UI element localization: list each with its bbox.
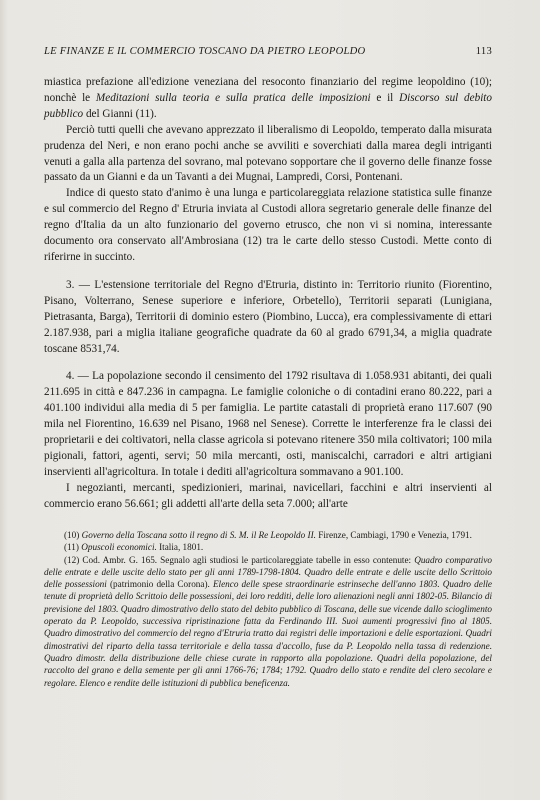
main-text <box>44 75 492 513</box>
paragraph: Perciò tutti quelli che avevano apprezzato il liberalismo di Leopoldo, temperato dalla misurata prudenza del Neri, e non erano pochi anche se avviliti e soverchiati dalla marea degli intriganti venuti a galla alla partenza del sovrano, mal potevano sopportare che il governo delle finanze fosse passato da un Gianni e da un Tavanti a dei Mugnai, Lampredi, Corsi, Pontenani. <box>44 123 492 184</box>
running-title: LE FINANZE E IL COMMERCIO TOSCANO DA PIETRO LEOPOLDO <box>44 46 366 57</box>
italic-title: Discorso sul debito pubblico <box>44 91 493 120</box>
paragraph: Indice di questo stato d'animo è una lunga e particolareggiata relazione statistica sulle finanze e sul commercio del Regno d' Etruria inviata al Custodi allora segretario generale delle finanze del regno d'Italia da un alto funzionario del governo etrusco, che non vi si nomina, interessante documento ora conservato all'Ambrosiana (12) tra le carte dello stesso Custodi. Mette conto di riferirne in succinto. <box>44 187 492 263</box>
running-header <box>44 46 492 57</box>
footnote-10: (10) Governo della Toscana sotto il regno di S. M. il Re Leopoldo II. Firenze, Cambiagi, 1790 e Venezia, 1791. <box>64 530 472 540</box>
paragraph: miastica prefazione all'edizione veneziana del resoconto finanziario del regime leopoldino (10); nonchè le Meditazioni sulla teoria e sulla pratica delle imposizioni e il Discorso sul debito pubblico del Gianni (11). <box>44 76 493 120</box>
footnote-11: (11) Opuscoli economici. Italia, 1801. <box>64 542 204 553</box>
footnotes <box>44 529 492 689</box>
page-number: 113 <box>475 46 492 57</box>
section-4-paragraph: 4. — La popolazione secondo il censimento del 1792 risultava di 1.058.931 abitanti, dei quali 211.695 in città e 847.236 in campagna. Le famiglie coloniche o di contadini erano 80.222, pari a 401.100 individui alla media di 5 per famiglia. Le partite catastali di proprietà erano 117.607 (90 mila nel Fiorentino, 16.639 nel Pisano, 1968 nel Senese). Corrette le interferenze fra le classi dei proprietarii e dei coltivatori, nella classe agricola si potevano ritenere 350 mila coltivatori; 100 mila pigionali, fattori, agenti, servi; 50 mila mercanti, osti, maniscalchi, carradori e altri artigiani inservienti all'agricoltura. In totale i dediti all'agricoltura sommavano a 901.100. <box>44 370 492 478</box>
italic-title: Meditazioni sulla teoria e sulla pratica delle imposizioni <box>95 91 371 104</box>
paragraph: I negozianti, mercanti, spedizionieri, marinai, navicellari, facchini e altri inservienti al commercio erano 56.661; gli addetti all'arte della seta 7.000; all'arte <box>44 481 492 510</box>
section-3-paragraph: 3. — L'estensione territoriale del Regno d'Etruria, distinto in: Territorio riunito (Fiorentino, Pisano, Volterrano, Senese superiore e inferiore, Orbetello), Territorii separati (Lunigiana, Pietrasanta, Barga), Territorii di dominio estero (Piombino, Lucca), era complessivamente di ettari 2.187.938, pari a miglia italiane geografiche quadrate da 60 al grado 6791,34, a miglia quadrate toscane 8531,74. <box>44 278 492 355</box>
footnote-12: (12) Cod. Ambr. G. 165. Segnalo agli studiosi le particolareggiate tabelle in esso contenute: Quadro comparativo delle entrate e delle uscite dello stato per gli anni 1789-1798-1804. Quadro delle entrate e delle uscite dello Scrittoio delle possessioni (patrimonio della Corona). Elenco delle spese straordinarie estrinseche dell'anno 1803. Quadro delle tenute di proprietà dello Scrittoio delle possessioni, dei loro redditi, delle loro alienazioni negli anni 1802-05. Bilancio di previsione del 1803. Quadro dimostrativo dello stato del debito pubblico di Toscana, delle sue vicende dallo scioglimento operato da P. Leopoldo, successiva ripristinazione fatta da Ferdinando III. Suoi aumenti progressivi fino al 1805. Quadro dimostrativo del commercio del regno d'Etruria tratto dai registri delle importazioni e delle esportazioni. Quadri dimostrativi del riparto della tassa territoriale e della tassa d'accollo, fuse da P. Leopoldo nella tassa di redenzione. Quadro dimostr. della distribuzione delle chiese curate in rapporto alla popolazione. Quadri della popolazione, del raccolto del grano e della semente per gli anni 1766-76; 1784; 1792. Quadro dello stato e rendite del clero secolare e regolare. Elenco e rendite delle istituzioni di pubblica beneficenza. <box>44 554 492 688</box>
